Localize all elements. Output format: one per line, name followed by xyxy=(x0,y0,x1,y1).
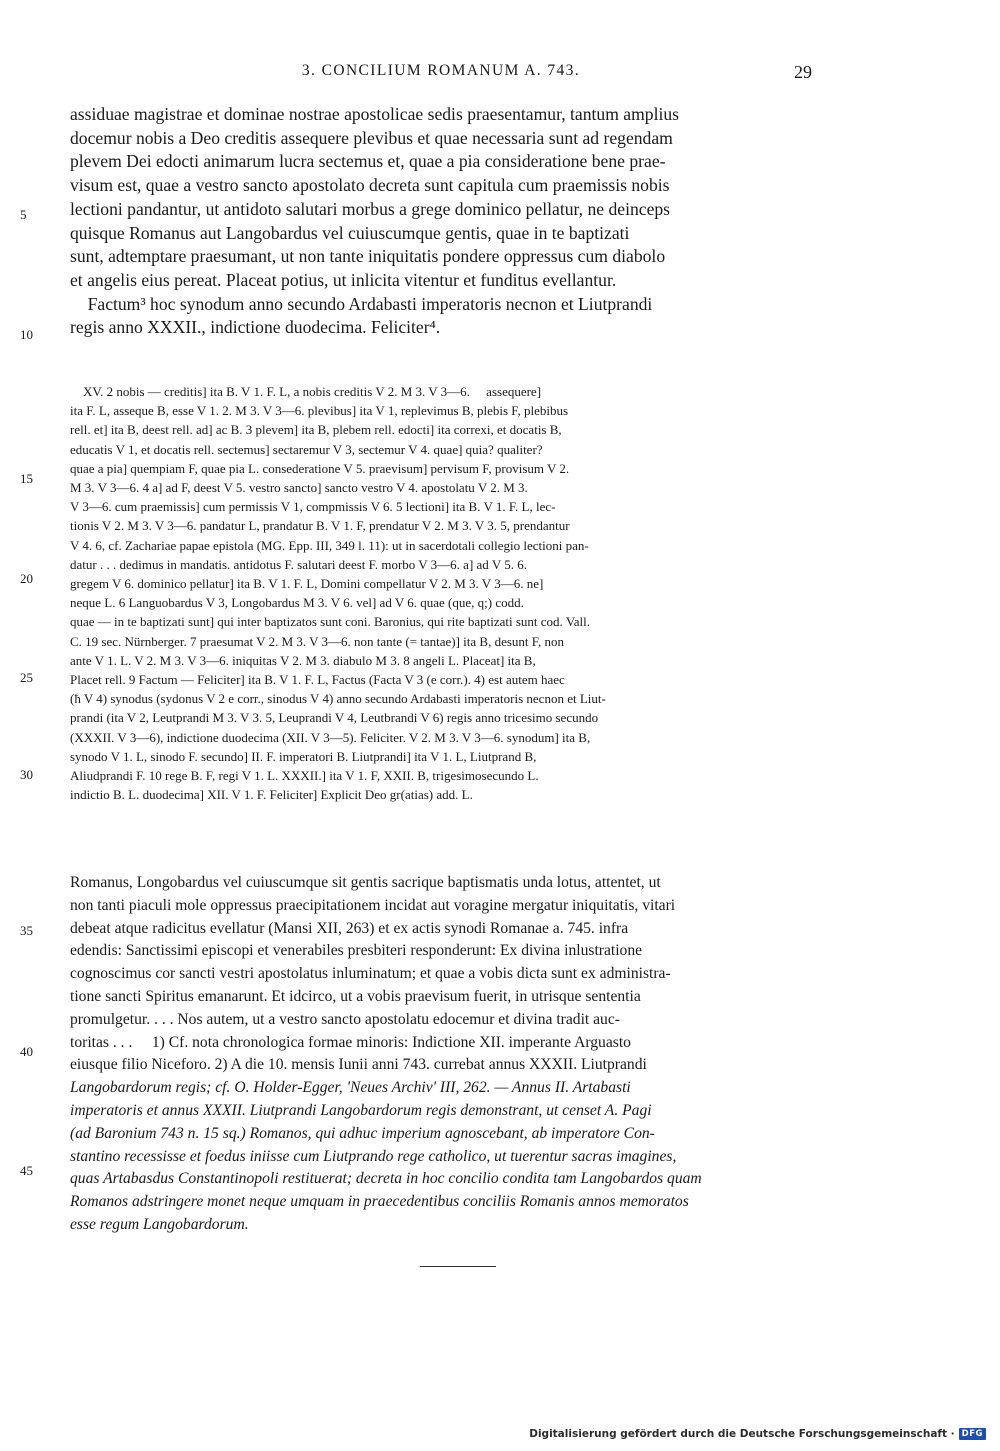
dfg-logo: DFG xyxy=(959,1428,986,1440)
note-line: Aliudprandi F. 10 rege B. F, regi V 1. L. XXXII.] ita V 1. F, XXII. B, trigesimosecundo L. xyxy=(70,768,539,783)
note-line: gregem V 6. dominico pellatur] ita B. V 1. F. L, Domini compellatur V 2. M 3. V 3—6. ne] xyxy=(70,576,544,591)
footnote-line: imperatoris et annus XXXII. Liutprandi Langobardorum regis demonstrant, ut censet A. Pagi xyxy=(70,1102,652,1119)
footnote-line: tione sancti Spiritus emanarunt. Et idcirco, ut a vobis praevisum fuerit, in utrisque sententia xyxy=(70,988,641,1005)
running-head: 3. CONCILIUM ROMANUM A. 743. xyxy=(301,62,581,79)
note-line: prandi (ita V 2, Leutprandi M 3. V 3. 5, Leuprandi V 4, Leutbrandi V 6) regis anno tricesimo secundo xyxy=(70,710,599,726)
note-line: V 4. 6, cf. Zachariae papae epistola (MG. Epp. III, 349 l. 11): ut in sacerdotali collegio lectioni pan- xyxy=(70,537,589,553)
footnote-line: Romanus, Longobardus vel cuiuscumque sit gentis sacrique baptismatis unda lotus, attentet, ut xyxy=(70,874,661,891)
footnote-line: Romanos adstringere monet neque umquam in praecedentibus conciliis Romanis annos memoratos xyxy=(70,1193,689,1211)
text-line: lectioni pandantur, ut antidoto salutari morbus a grege dominico pellatur, ne deinceps xyxy=(70,198,671,219)
line-number: 20 xyxy=(20,571,33,586)
text-line: assiduae magistrae et dominae nostrae apostolicae sedis praesentamur, tantum amplius xyxy=(70,104,680,124)
note-line: C. 19 sec. Nürnberger. 7 praesumat V 2. M 3. V 3—6. non tante (= tantae)] ita B, desunt F, non xyxy=(70,633,564,649)
note-line: Placet rell. 9 Factum — Feliciter] ita B. V 1. F. L, Factus (Facta V 3 (e corr.). 4) est autem haec xyxy=(70,672,565,687)
footnote-line: eiusque filio Niceforo. 2) A die 10. mensis Iunii anni 743. currebat annus XXXII. Liutprandi xyxy=(70,1056,647,1074)
note-line: tionis V 2. M 3. V 3—6. pandatur L, prandatur B. V 1. F, prendatur V 2. M 3. V 3. 5, prendantur xyxy=(70,518,570,534)
note-line: quae a pia] quempiam F, quae pia L. consederatione V 5. praevisum] pervisum F, provisum V 2. xyxy=(70,460,570,476)
line-number: 25 xyxy=(20,670,33,685)
note-line: synodo V 1. L, sinodo F. secundo] II. F. imperatori B. Liutprandi] ita V 1. L, Liutprand B, xyxy=(70,748,537,764)
footnote-line: quas Artabasdus Constantinopoli restituerat; decreta in hoc concilio condita tam Langobardos quam xyxy=(70,1170,702,1188)
page-header xyxy=(70,62,812,86)
text-line: quisque Romanus aut Langobardus vel cuiuscumque gentis, quae in te baptizati xyxy=(70,222,630,243)
text-line: docemur nobis a Deo creditis assequere plevibus et quae necessaria sunt ad regendam xyxy=(70,127,673,148)
footnote-line: cognoscimus cor sancti vestri apostolatus inluminatum; et quae a vobis dicta sunt ex administra- xyxy=(70,965,671,983)
line-number: 40 xyxy=(20,1044,33,1059)
line-number: 15 xyxy=(20,471,33,486)
note-line: V 3—6. cum praemissis] cum permissis V 1, compmissis V 6. 5 lectioni] ita B. V 1. F. L, lec- xyxy=(70,499,556,515)
footnote-line: non tanti piaculi mole oppressus praecipitationem incidat aut voragine mergatur iniquitatis, vitari xyxy=(70,896,676,914)
note-line: ita F. L, asseque B, esse V 1. 2. M 3. V 3—6. plevibus] ita V 1, replevimus B, plebis F, plebibus xyxy=(70,403,569,419)
line-number: 10 xyxy=(20,327,33,342)
note-line: datur . . . dedimus in mandatis. antidotus F. salutari deest F. morbo V 3—6. a] ad V 5. 6. xyxy=(70,556,527,572)
text-line: plevem Dei edocti animarum lucra sectemus et, quae a pia consideratione bene prae- xyxy=(70,151,666,172)
note-line: rell. et] ita B, deest rell. ad] ac B. 3 plevem] ita B, plebem rell. edocti] ita correxi, et docatis B, xyxy=(70,422,562,438)
note-line: ante V 1. L. V 2. M 3. V 3—6. iniquitas V 2. M 3. diabulo M 3. 8 angeli L. Placeat] ita B, xyxy=(70,652,536,668)
note-line: educatis V 1, et docatis rell. sectemus] sectaremur V 3, sectemur V 4. quae] quia? qualiter? xyxy=(70,441,543,457)
line-number: 5 xyxy=(20,207,27,222)
footnote-line: toritas . . . 1) Cf. nota chronologica formae minoris: Indictione XII. imperante Arguasto xyxy=(70,1033,631,1051)
footnote-line: esse regum Langobardorum. xyxy=(70,1216,249,1233)
line-number: 30 xyxy=(20,767,33,782)
note-line: quae — in te baptizati sunt] qui inter baptizatos sunt coni. Baronius, qui rite baptizati sunt cod. Vall. xyxy=(70,614,591,630)
note-line: XV. 2 nobis — creditis] ita B. V 1. F. L, a nobis creditis V 2. M 3. V 3—6. assequere] xyxy=(70,384,542,399)
footer-text: Digitalisierung gefördert durch die Deutsche Forschungsgemeinschaft · xyxy=(529,1428,955,1440)
footnote-line: Langobardorum regis; cf. O. Holder-Egger, 'Neues Archiv' III, 262. — Annus II. Artabasti xyxy=(70,1079,631,1097)
line-number: 45 xyxy=(20,1163,33,1178)
page-number: 29 xyxy=(794,62,812,82)
footnote-line: (ad Baronium 743 n. 15 sq.) Romanos, qui adhuc imperium agnoscebant, ab imperatore Con- xyxy=(70,1124,655,1142)
text-line: visum est, quae a vestro sancto apostolato decreta sunt capitula cum praemissis nobis xyxy=(70,175,670,196)
note-line: (ħ V 4) synodus (sydonus V 2 e corr., sinodus V 4) anno secundo Ardabasti imperatoris necnon et Liut- xyxy=(70,691,606,707)
footnote-line: edendis: Sanctissimi episcopi et venerabiles presbiteri responderunt: Ex divina inlustratione xyxy=(70,942,643,960)
text-line: Factum³ hoc synodum anno secundo Ardabasti imperatoris necnon et Liutprandi xyxy=(70,293,653,314)
note-line: (XXXII. V 3—6), indictione duodecima (XII. V 3—5). Feliciter. V 2. M 3. V 3—6. synodum] ita B, xyxy=(70,729,591,745)
footnote-line: debeat atque radicitus evellatur (Mansi XII, 263) et ex actis synodi Romanae a. 745. infra xyxy=(70,919,629,937)
footer xyxy=(529,1428,986,1440)
note-line: M 3. V 3—6. 4 a] ad F, deest V 5. vestro sancto] sancto vestro V 4. apostolatu V 2. M 3. xyxy=(70,480,528,495)
footnote-line: stantino recessisse et foedus iniisse cum Liutprando rege catholico, ut tuerentur sacras imagines, xyxy=(70,1147,677,1165)
text-line: et angelis eius pereat. Placeat potius, ut inlicita vitentur et funditus evellantur. xyxy=(70,269,617,290)
end-rule xyxy=(420,1266,496,1267)
footnote-line: promulgetur. . . . Nos autem, ut a vestro sancto apostolatu edocemur et divina tradit auc- xyxy=(70,1010,620,1028)
text-line: regis anno XXXII., indictione duodecima. Feliciter⁴. xyxy=(70,317,441,338)
note-line: indictio B. L. duodecima] XII. V 1. F. Feliciter] Explicit Deo gr(atias) add. L. xyxy=(70,787,473,803)
line-number: 35 xyxy=(20,923,33,938)
note-line: neque L. 6 Languobardus V 3, Longobardus M 3. V 6. vel] ad V 6. quae (que, q;) codd. xyxy=(70,595,524,611)
text-line: sunt, adtemptare praesumant, ut non tante iniquitatis pondere oppressus cum diabolo xyxy=(70,246,666,267)
